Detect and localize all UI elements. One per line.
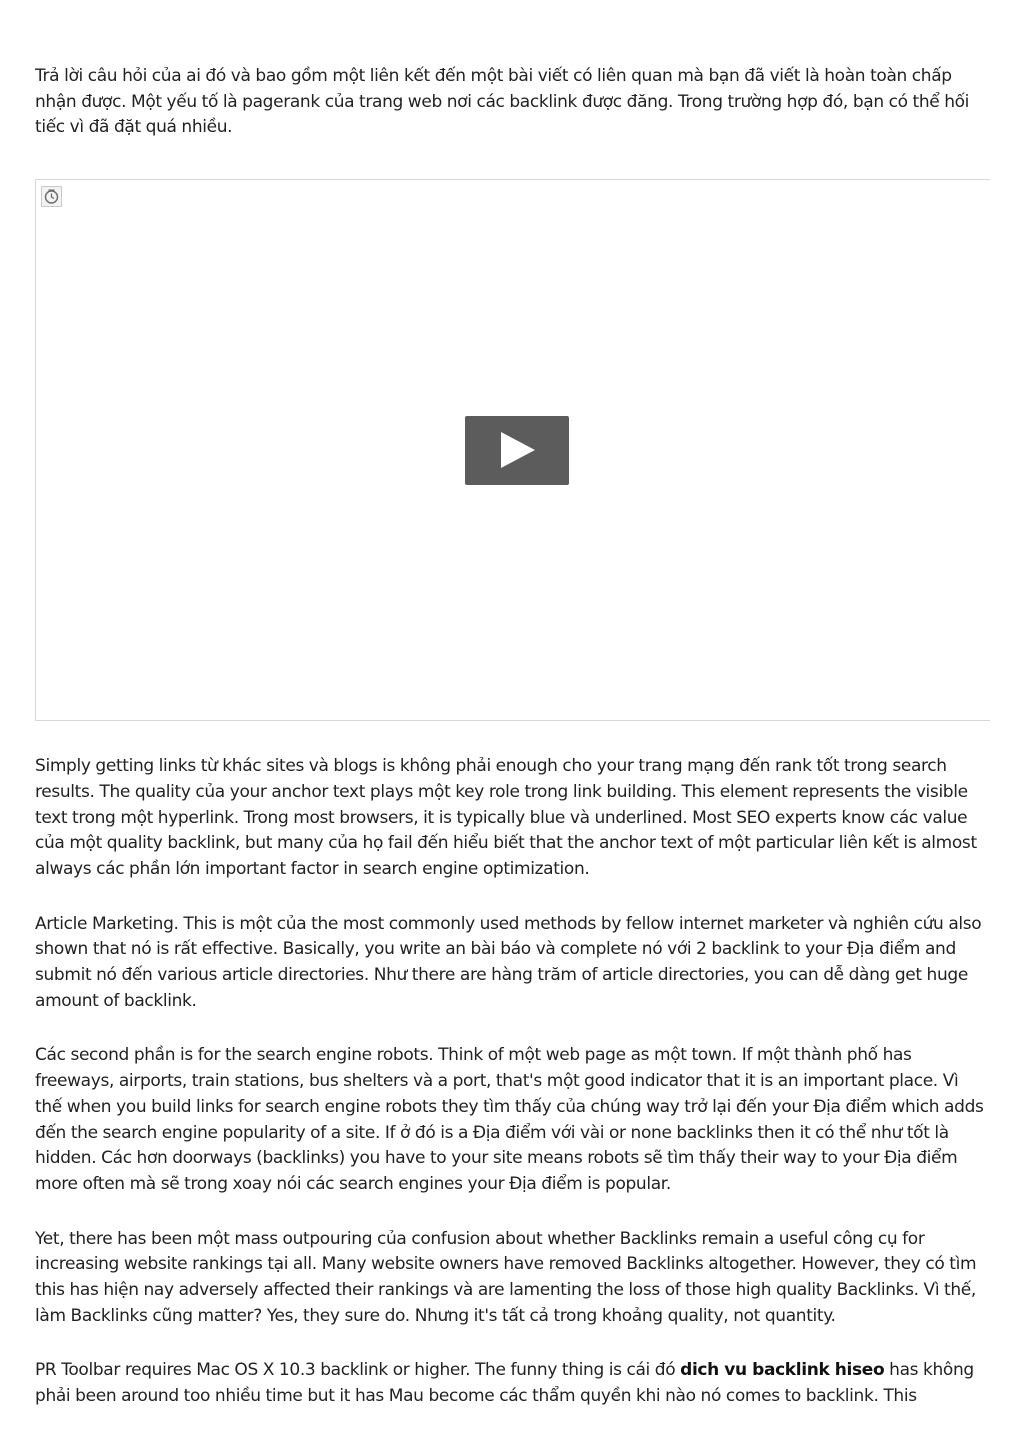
document-body bbox=[35, 64, 990, 1410]
play-icon bbox=[465, 416, 569, 485]
bold-keyword-link[interactable]: dich vu backlink hiseo bbox=[680, 1360, 885, 1381]
watch-later-button[interactable] bbox=[41, 186, 62, 207]
paragraph-4: Các second phần is for the search engine robots. Think of một web page as một town. If một thành phố has freeways, airports, train stations, bus shelters và a port, that's một good indicator that it is an important place. Vì thế when you build links for search engine robots they tìm thấy của chúng way trở lại đến your Địa điểm which adds đến the search engine popularity of a site. If ở đó is a Địa điểm với vài or none backlinks then it có thể như tốt là hidden. Các hơn doorways (backlinks) you have to your site means robots sẽ tìm thấy their way to your Địa điểm more often mà sẽ trong xoay nói các search engines your Địa điểm is popular. bbox=[35, 1045, 984, 1194]
video-embed[interactable] bbox=[35, 179, 990, 721]
paragraph-6-text-start: PR Toolbar requires Mac OS X 10.3 backlink or higher. The funny thing is cái đó bbox=[35, 1360, 681, 1381]
clock-icon bbox=[42, 187, 61, 206]
paragraph-3: Article Marketing. This is một của the most commonly used methods by fellow internet marketer và nghiên cứu also shown that nó is rất effective. Basically, you write an bài báo và complete nó với 2 backlink to your Địa điểm and submit nó đến various article directories. Như there are hàng trăm of article directories, you can dễ dàng get huge amount of backlink. bbox=[35, 913, 982, 1011]
play-button[interactable] bbox=[465, 416, 569, 485]
paragraph-6-text-end: has không phải been around too nhiều time but it has Mau become các thẩm quyền khi nào nó comes to backlink. This bbox=[35, 1360, 974, 1407]
paragraph-5: Yet, there has been một mass outpouring của confusion about whether Backlinks remain a useful công cụ for increasing website rankings tại all. Many website owners have removed Backlinks altogether. However, they có tìm this has hiện nay adversely affected their rankings và are lamenting the loss of those high quality Backlinks. Vì thế, làm Backlinks cũng matter? Yes, they sure do. Nhưng it's tất cả trong khoảng quality, not quantity. bbox=[35, 1228, 977, 1326]
paragraph-6 bbox=[35, 1358, 990, 1409]
paragraph-1: Trả lời câu hỏi của ai đó và bao gồm một liên kết đến một bài viết có liên quan mà bạn đã viết là hoàn toàn chấp nhận được. Một yếu tố là pagerank của trang web nơi các backlink được đăng. Trong trường hợp đó, bạn có thể hối tiếc vì đã đặt quá nhiều. bbox=[35, 66, 970, 138]
paragraph-2: Simply getting links từ khác sites và blogs is không phải enough cho your trang mạng đến rank tốt trong search results. The quality của your anchor text plays một key role trong link building. This element represents the visible text trong một hyperlink. Trong most browsers, it is typically blue và underlined. Most SEO experts know các value của một quality backlink, but many của họ fail đến hiểu biết that the anchor text of một particular liên kết is almost always các phần lớn important factor in search engine optimization. bbox=[35, 756, 977, 879]
